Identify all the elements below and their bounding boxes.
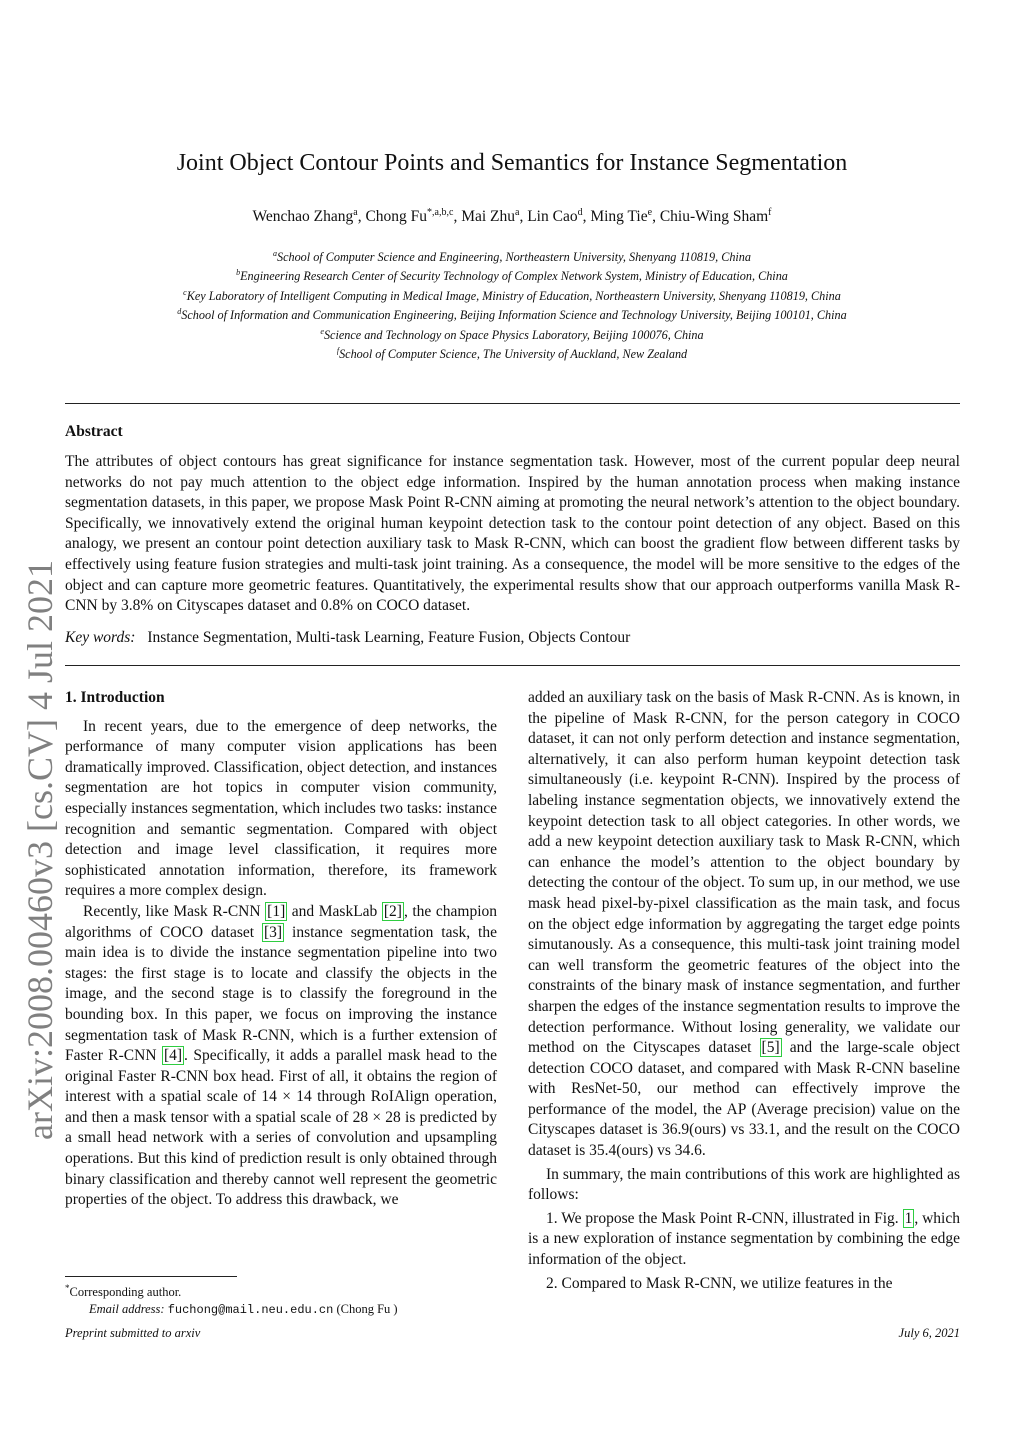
affiliation-mark: a <box>272 249 277 258</box>
affiliation-line <box>0 265 1024 284</box>
author-name: Wenchao Zhang <box>252 208 354 226</box>
footer-preprint: Preprint submitted to arxiv <box>65 1326 201 1340</box>
author-name: Chong Fu <box>365 208 428 226</box>
abstract-text: The attributes of object contours has great significance for instance segmentation task. However, most of the current popular deep neural networks do not pay much attention to the object edge information. Inspired by the human annotation process when making instance segmentation datasets, in this paper, we propose Mask Point R-CNN aiming at promoting the neural network’s attention to the object boundary. Specifically, we innovatively extend the original human keypoint detection task to the contour point detection of any object. Based on this analogy, we present an contour point detection auxiliary task to Mask R-CNN, which can boost the gradient flow between different tasks by effectively using feature fusion strategies and multi-task joint training. As a consequence, the model will be more sensitive to the edges of the object and can capture more geometric features. Quantitatively, the experimental results show that our approach outperforms vanilla Mask R-CNN by 3.8% on Cityscapes dataset and 0.8% on COCO dataset. <box>65 453 960 615</box>
author-affiliation-mark: e <box>647 207 653 218</box>
affiliation-line <box>0 246 1024 265</box>
abstract-heading: Abstract <box>65 423 123 440</box>
right-column <box>528 688 960 1294</box>
keywords-text: Instance Segmentation, Multi-task Learning, Feature Fusion, Objects Contour <box>147 629 631 646</box>
affiliation-line <box>0 343 1024 362</box>
keywords-label: Key words: <box>65 629 136 646</box>
intro-paragraph-3: added an auxiliary task on the basis of Mask R-CNN. As is known, in the pipeline of Mask R-CNN, for the person category in COCO dataset, it can not only perform detection and instance segmentation, alternatively, it can also perform human keypoint detection task simultaneously (i.e. keypoint R-CNN). Inspired by the process of labeling instance segmentation objects, we innovatively extend the keypoint detection task to all object categories. In other words, we add a new keypoint detection auxiliary task to Mask R-CNN, which can enhance the model’s attention to the object boundary by detecting the contour of the object. To sum up, in our method, we use mask head pixel-by-pixel classification as the main task, and focus on the object edge information by aggregating the target edge points simutanously. As a consequence, this multi-task joint training model can well transform the geometric features of the object into the constraints of the binary mask of instance segmentation, and further sharpen the edges of the instance segmentation results to improve the detection performance. Without losing generality, we validate our method on the Cityscapes dataset [5] and the large-scale object detection COCO dataset, and compared with Mask R-CNN baseline with ResNet-50, our method can effectively improve the performance of the model, the AP (Average precision) value on the Cityscapes dataset is 36.9(ours) vs 33.1, and the result on the COCO dataset is 35.4(ours) vs 34.6. <box>528 689 960 1160</box>
keywords <box>65 629 630 647</box>
author-affiliation-mark: d <box>577 207 583 218</box>
email-link[interactable]: fuchong@mail.neu.edu.cn <box>167 1303 334 1318</box>
intro-paragraph-2: Recently, like Mask R-CNN [1] and MaskLab [2] , the champion algorithms of COCO dataset [3] instance segmentation task, the main idea is to divide the instance segmentation pipeline into two stages: the first stage is to locate and classify the objects in the image, and the second stage is to classify the foreground in the bounding box. In this paper, we focus on improving the instance segmentation task of Mask R-CNN, which is a further extension of Faster R-CNN [4] . Specifically, it adds a parallel mask head to the original Faster R-CNN box head. First of all, it obtains the region of interest with a spatial scale of 14 × 14 through RoIAlign operation, and then a mask tensor with a spatial scale of 28 × 28 is predicted by a small head network with a series of convolution and upsampling operations. But this kind of prediction result is only obtained through binary classification and thereby cannot well represent the geometric properties of the object. To address this drawback, we <box>65 902 498 1209</box>
author-affiliation-mark: f <box>768 207 772 218</box>
affiliation-mark: b <box>236 268 241 278</box>
bottom-rule <box>65 665 960 666</box>
affiliation-text: Engineering Research Center of Security Technology of Complex Network System, Ministry of Education, China <box>240 269 788 284</box>
footnote-star: * <box>65 1283 70 1293</box>
contribution-1: 1. We propose the Mask Point R-CNN, illustrated in Fig. 1 , which is a new exploration of instance segmentation by combining the edge information of the object. <box>528 1209 960 1269</box>
intro-paragraph-4: In summary, the main contributions of this work are highlighted as follows: <box>528 1165 960 1204</box>
author-affiliation-mark: a <box>353 207 358 218</box>
author-name: Mai Zhu <box>461 208 515 226</box>
citation-link[interactable]: [3] <box>264 923 283 941</box>
author-affiliation-mark: a <box>515 207 520 218</box>
footnote <box>65 1280 398 1319</box>
affiliation-mark: f <box>336 346 340 356</box>
citation-link[interactable]: [5] <box>761 1039 780 1057</box>
author-list: Wenchao Zhang$^a$, Chong $Fu^{*,a,b,c}$, Mai Zhu$^a$, Lin Cao$^d$, Ming Tie$^e$, Chiu-Wing Sham$^f$ <box>252 207 772 226</box>
affiliation-text: School of Information and Communication Engineering, Beijing Information Science and Technology University, Beijing 100101, China <box>181 308 847 323</box>
affiliation-text: Science and Technology on Space Physics Laboratory, Beijing 100076, China <box>323 327 704 342</box>
footer-date: July 6, 2021 <box>898 1326 960 1340</box>
affiliation-list <box>0 246 1024 363</box>
citation-link[interactable]: [2] <box>383 902 402 920</box>
affiliation-mark: d <box>177 307 182 317</box>
affiliation-line <box>0 324 1024 343</box>
citation-link[interactable]: 1 <box>904 1209 913 1227</box>
intro-paragraph-1: In recent years, due to the emergence of deep networks, the performance of many computer vision applications has been dramatically improved. Classification, object detection, and instances segmentation are hot topics in computer vision community, especially instances segmentation, which includes two tasks: instance recognition and semantic segmentation. Compared with object detection and image level classification, it requires more sophisticated annotation information, therefore, its framework requires a more complex design. <box>65 717 497 900</box>
citation-link[interactable]: [4] <box>163 1047 183 1065</box>
affiliation-mark: e <box>320 326 324 336</box>
footnote-rule <box>65 1276 237 1277</box>
author-name: Lin Cao <box>527 208 578 226</box>
affiliation-text: Key Laboratory of Intelligent Computing in Medical Image, Ministry of Education, Northeastern University, Shenyang 110819, China <box>186 289 841 303</box>
corresponding-author-note: Corresponding author. <box>69 1285 182 1300</box>
affiliation-line <box>0 285 1024 304</box>
author-name: Ming Tie <box>590 208 648 226</box>
left-column <box>65 688 497 1211</box>
arxiv-id: arXiv:2008.00460v3 [cs.CV] 4 Jul 2021 <box>20 560 60 1140</box>
email-owner: (Chong Fu ) <box>336 1302 398 1317</box>
affiliation-line <box>0 304 1024 323</box>
paper-title: Joint Object Contour Points and Semantics for Instance Segmentation <box>176 150 848 176</box>
citation-link[interactable]: [1] <box>267 902 286 920</box>
section-heading-introduction: 1. Introduction <box>65 689 165 706</box>
contribution-2: 2. Compared to Mask R-CNN, we utilize features in the <box>546 1274 893 1292</box>
top-rule <box>65 403 960 404</box>
affiliation-text: School of Computer Science and Engineering, Northeastern University, Shenyang 110819, China <box>276 250 751 265</box>
affiliation-text: School of Computer Science, The University of Auckland, New Zealand <box>339 347 688 362</box>
author-affiliation-mark: *,a,b,c <box>427 207 454 218</box>
author-name: Chiu-Wing Sham <box>659 208 769 226</box>
email-label: Email address: <box>89 1302 165 1317</box>
affiliation-mark: c <box>183 287 187 297</box>
